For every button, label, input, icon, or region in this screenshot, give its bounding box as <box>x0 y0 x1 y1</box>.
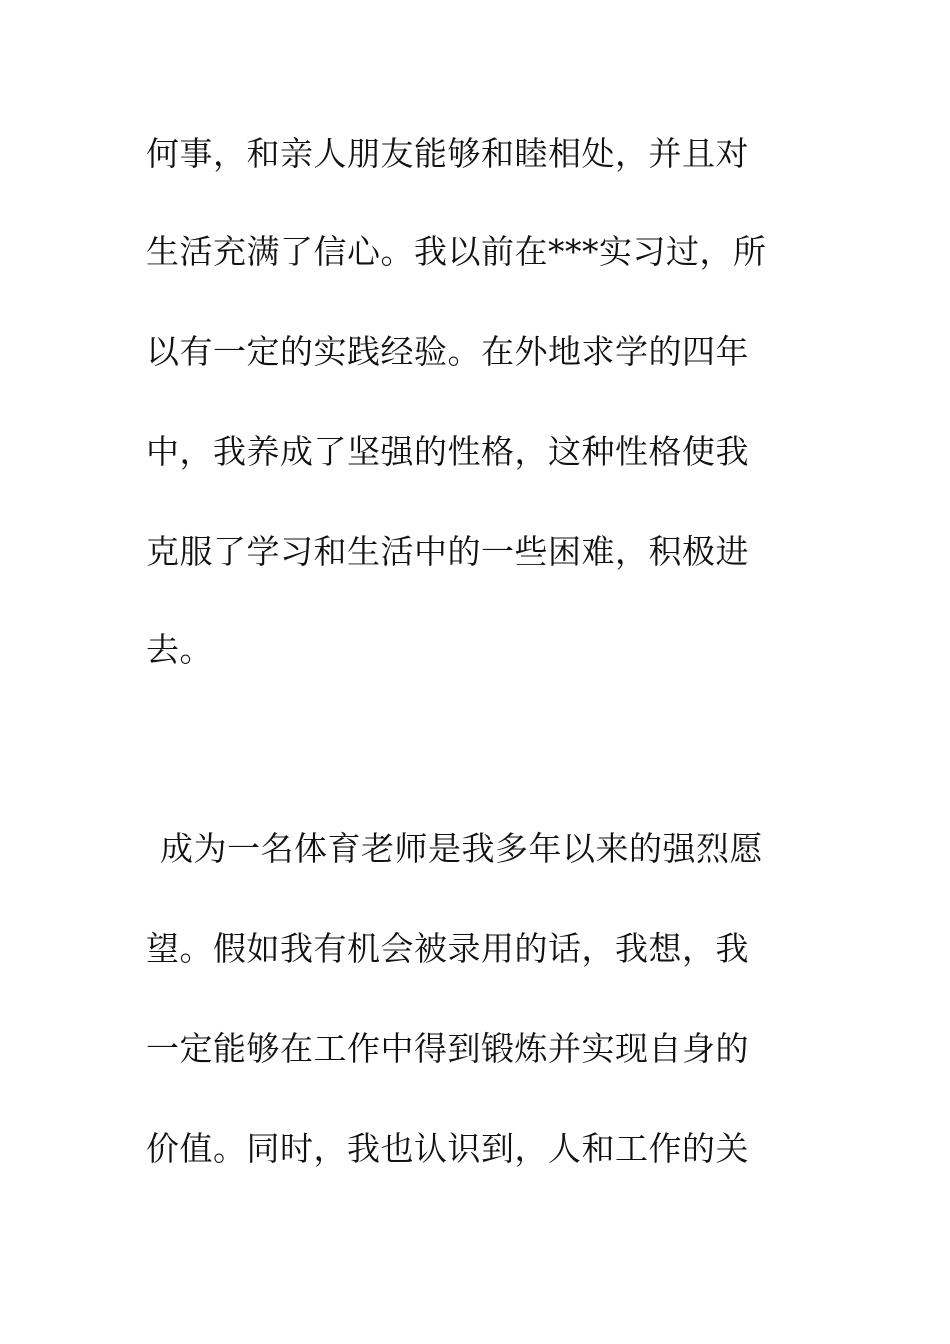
paragraph-line: 一定能够在工作中得到锻炼并实现自身的 <box>146 1029 749 1068</box>
paragraph-line: 价值。同时，我也认识到，人和工作的关 <box>146 1129 749 1168</box>
paragraph-line: 中，我养成了坚强的性格，这种性格使我 <box>146 432 749 471</box>
paragraph-line: 克服了学习和生活中的一些困难，积极进 <box>146 532 749 571</box>
paragraph-line: 成为一名体育老师是我多年以来的强烈愿 <box>160 829 763 868</box>
paragraph-line: 以有一定的实践经验。在外地求学的四年 <box>146 332 749 371</box>
paragraph-line: 望。假如我有机会被录用的话，我想，我 <box>146 929 749 968</box>
paragraph-line: 去。 <box>146 630 213 669</box>
paragraph-line: 何事，和亲人朋友能够和睦相处，并且对 <box>146 134 749 173</box>
paragraph-line: 生活充满了信心。我以前在***实习过，所 <box>146 232 767 271</box>
